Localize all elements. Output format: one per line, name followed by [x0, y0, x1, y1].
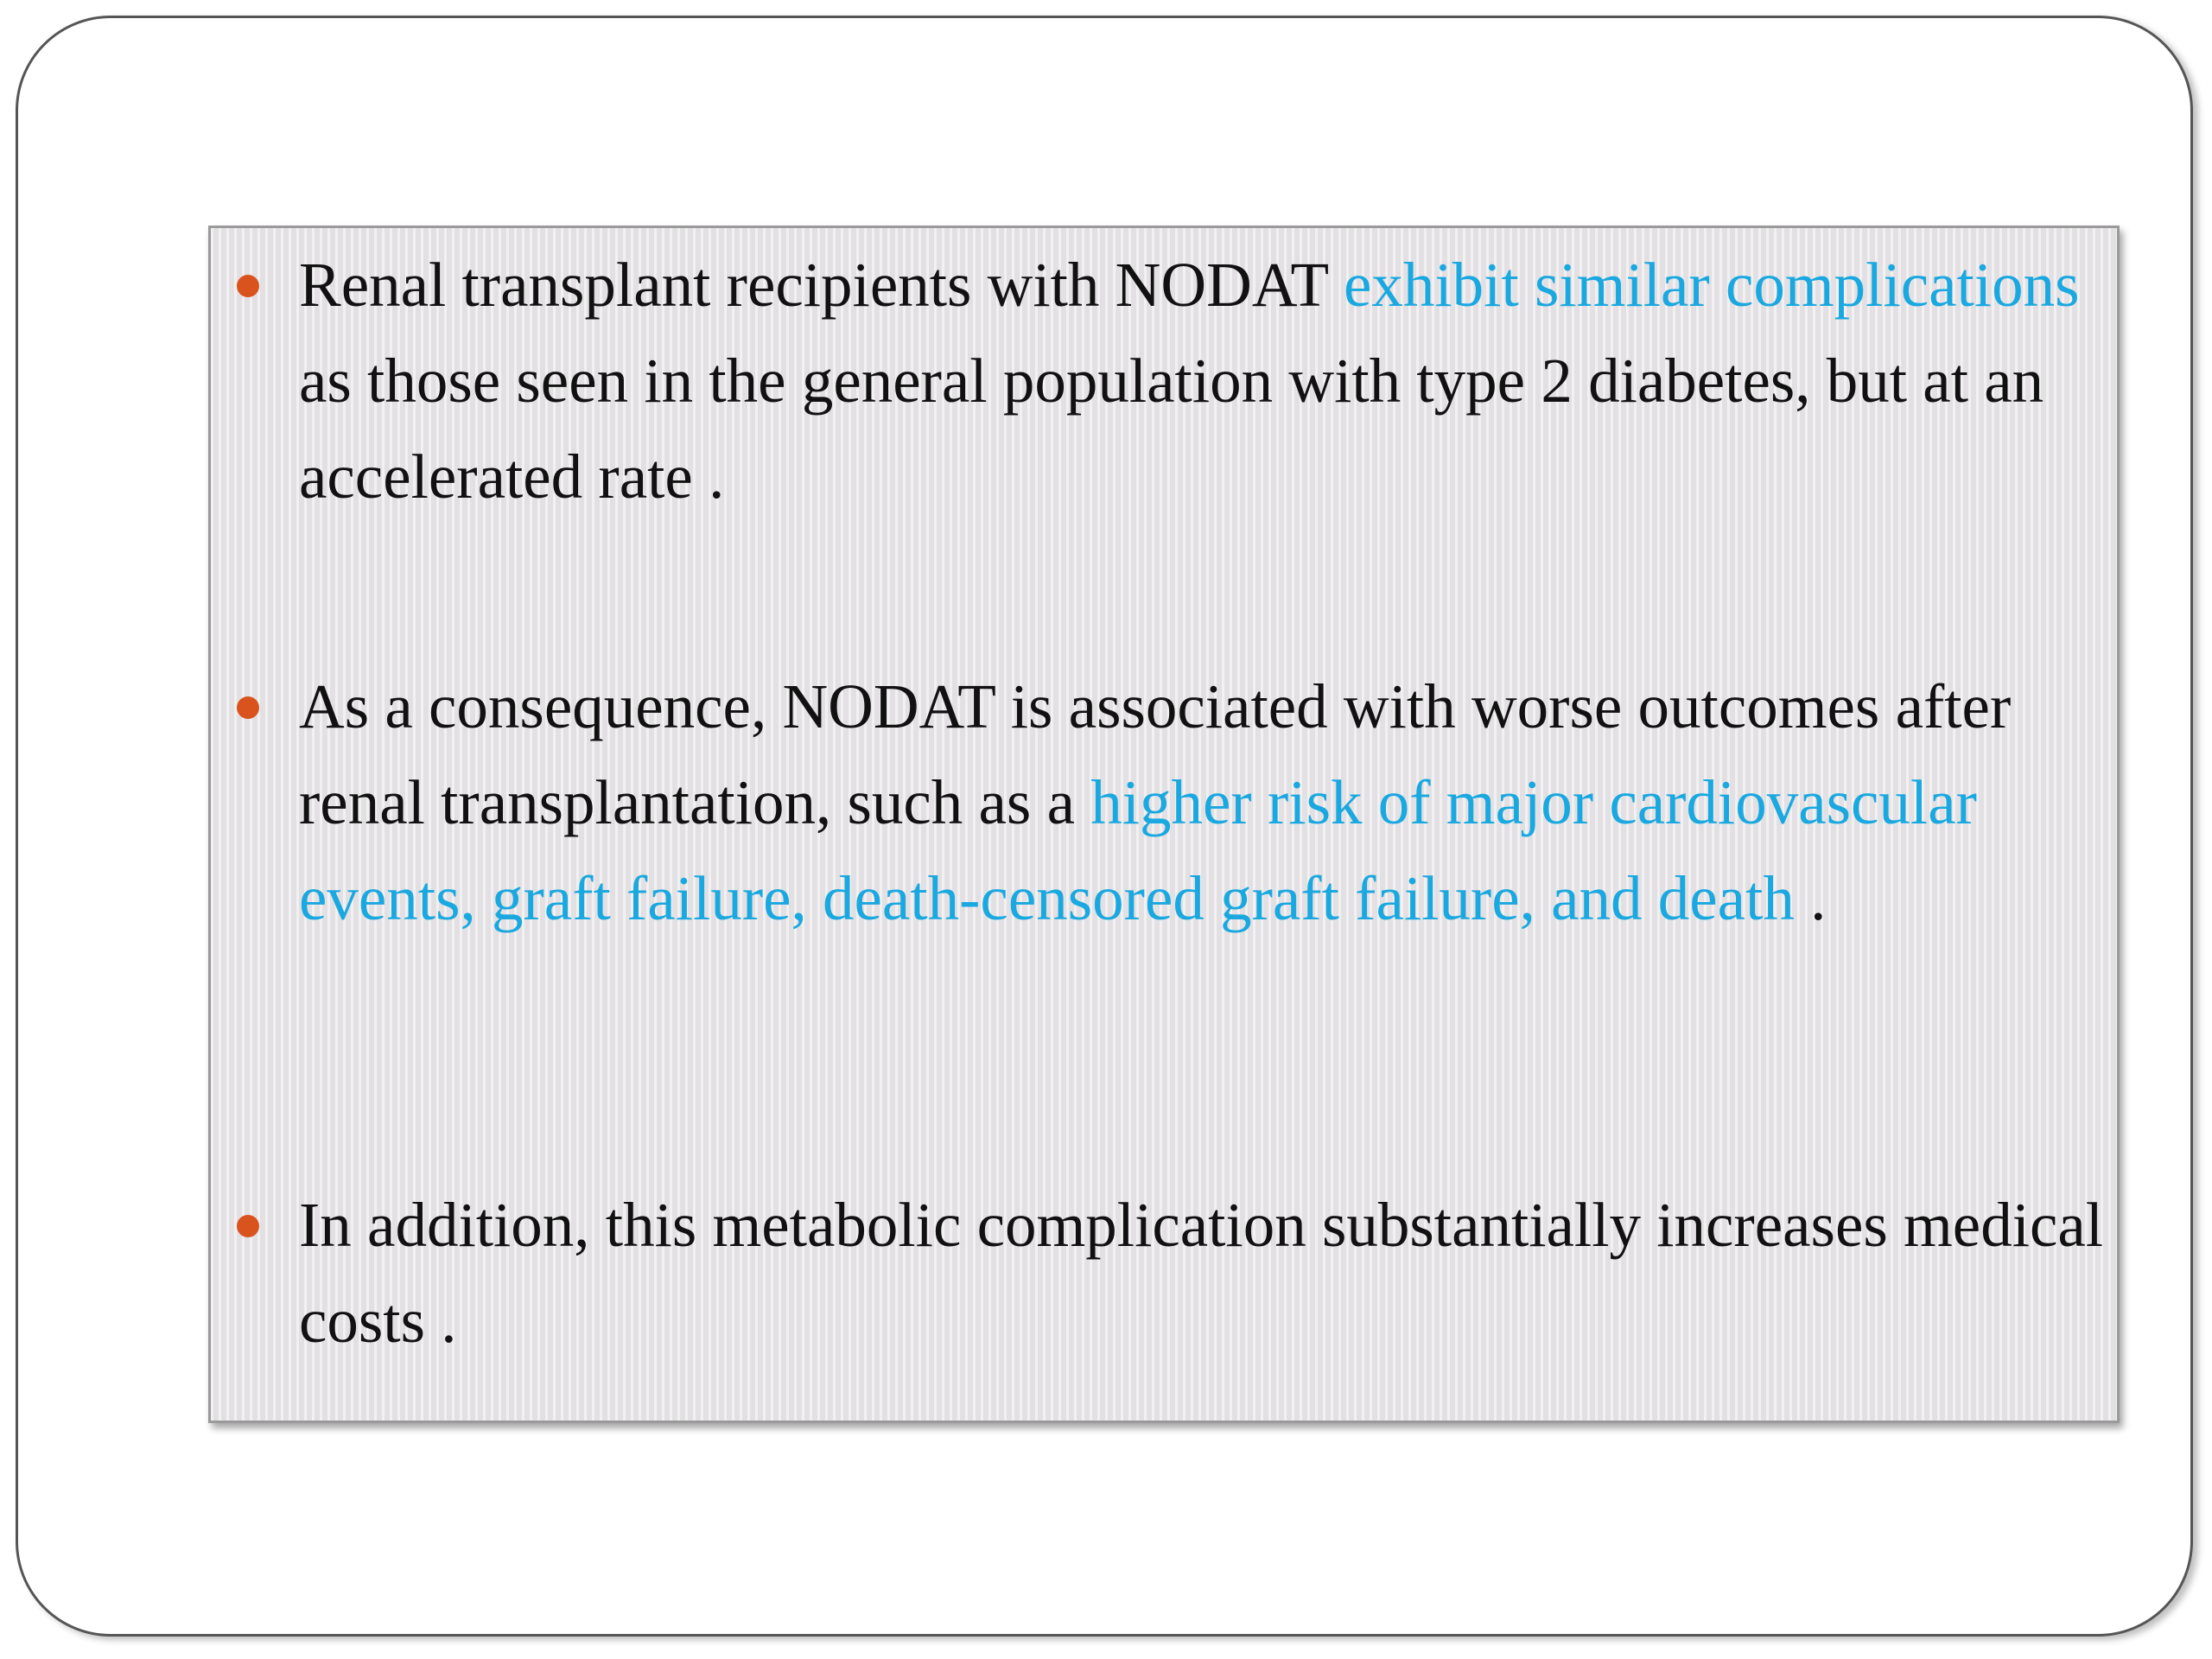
bullet-dot-icon [237, 1215, 259, 1237]
bullet-dot-icon [237, 275, 259, 297]
content-box [208, 226, 2120, 1423]
highlighted-text-segment: exhibit similar complications [1344, 250, 2080, 320]
bullet-dot-icon [237, 696, 259, 719]
bullet-item-outcomes [299, 658, 2105, 946]
bullet-item-costs [299, 1177, 2105, 1369]
slide-frame [16, 16, 2193, 1637]
bullet-text-segment: Renal transplant recipients with NODAT [299, 250, 1344, 320]
bullet-text-segment: as those seen in the general population with type 2 diabetes, but at an accelerated rate . [299, 346, 2044, 512]
bullet-item-complications [299, 237, 2105, 524]
bullet-text-segment: As a consequence, NODAT is associated with worse outcomes after renal transplantation, such as a [299, 671, 2012, 837]
highlighted-text-segment: higher risk of major cardiovascular events, graft failure, death-censored graft failure, and death [299, 767, 1977, 933]
bullet-text-segment: . [1794, 863, 1827, 933]
bullet-text-segment: In addition, this metabolic complication substantially increases medical costs . [299, 1190, 2104, 1356]
